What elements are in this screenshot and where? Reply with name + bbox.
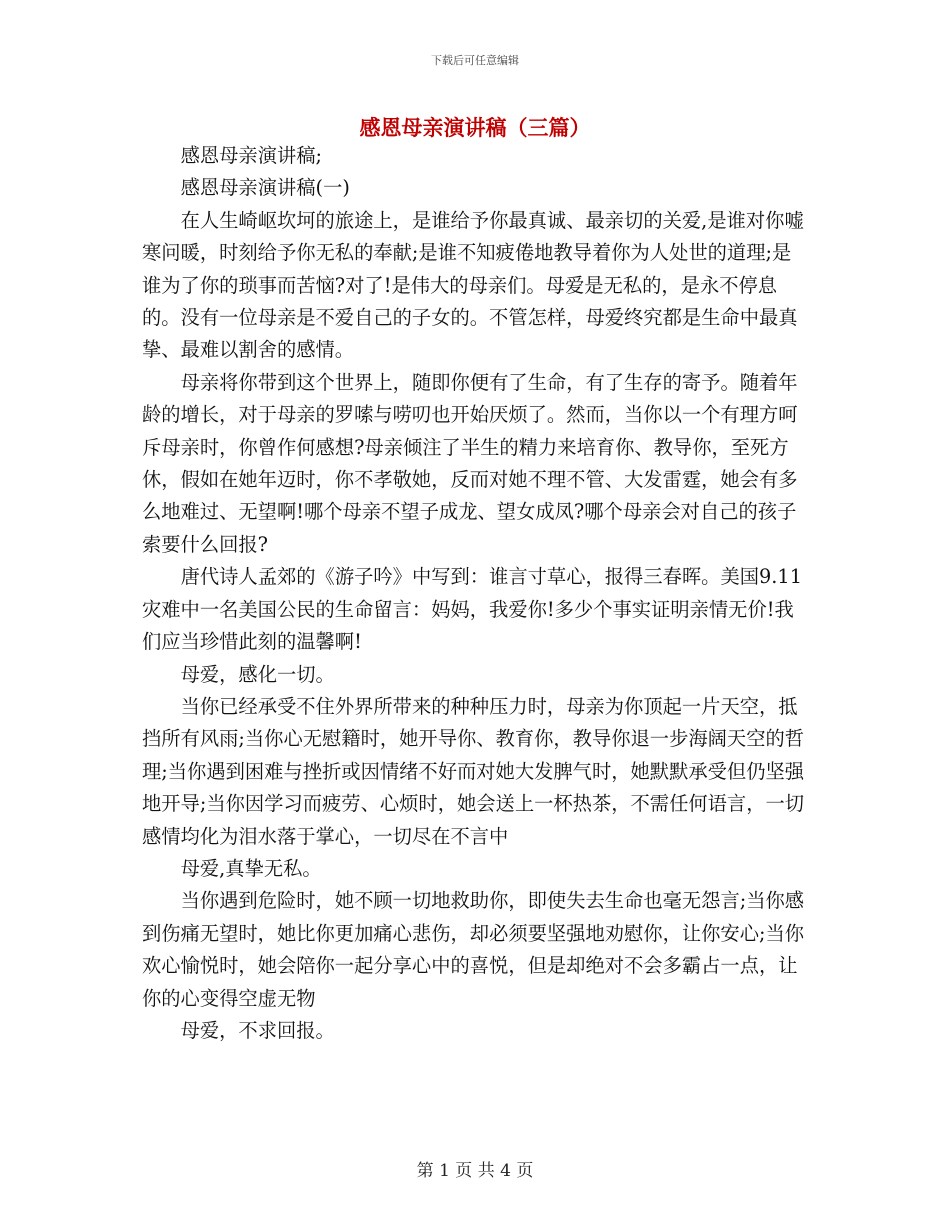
document-title: 感恩母亲演讲稿（三篇）: [359, 116, 591, 140]
paragraph: 母亲将你带到这个世界上，随即你便有了生命，有了生存的寄予。随着年龄的增长，对于母亲的罗嗦与唠叨也开始厌烦了。然而，当你以一个有理方呵斥母亲时，你曾作何感想?母亲倾注了半生的精力来培育你、教导你，至死方休，假如在她年迈时，你不孝敬她，反而对她不理不管、大发雷霆，她会有多么地难过、无望啊!哪个母亲不望子成龙、望女成凤?哪个母亲会对自己的孩子索要什么回报?: [142, 370, 798, 556]
document-body: [142, 140, 808, 1047]
paragraph: 当你已经承受不住外界所带来的种种压力时，母亲为你顶起一片天空，抵挡所有风雨;当你心无慰籍时，她开导你、教育你，教导你退一步海阔天空的哲理;当你遇到困难与挫折或因情绪不好而对她大发脾气时，她默默承受但仍坚强地开导;当你因学习而疲劳、心烦时，她会送上一杯热茶，不需任何语言，一切感情均化为泪水落于掌心，一切尽在不言中: [142, 694, 805, 848]
page-footer: 第 1 页 共 4 页: [416, 1161, 534, 1181]
paragraph: 母爱，不求回报。: [180, 1018, 335, 1042]
paragraph: 在人生崎岖坎坷的旅途上，是谁给予你最真诚、最亲切的关爱,是谁对你嘘寒问暖，时刻给予你无私的奉献;是谁不知疲倦地教导着你为人处世的道理;是谁为了你的琐事而苦恼?对了!是伟大的母亲们。母爱是无私的，是永不停息的。没有一位母亲是不爱自己的子女的。不管怎样，母爱终究都是生命中最真挚、最难以割舍的感情。: [142, 208, 804, 362]
page-header: 下载后可任意编辑: [431, 54, 519, 67]
paragraph: 感恩母亲演讲稿(一): [180, 176, 350, 200]
paragraph: 感恩母亲演讲稿;: [180, 144, 323, 167]
paragraph: 母爱,真挚无私。: [180, 856, 322, 880]
paragraph: 唐代诗人孟郊的《游子吟》中写到：谁言寸草心，报得三春晖。美国9.11灾难中一名美国公民的生命留言：妈妈，我爱你!多少个事实证明亲情无价!我们应当珍惜此刻的温馨啊!: [142, 565, 802, 654]
paragraph: 母爱，感化一切。: [180, 662, 335, 686]
paragraph: 当你遇到危险时，她不顾一切地救助你，即使失去生命也毫无怨言;当你感到伤痛无望时，她比你更加痛心悲伤，却必须要坚强地劝慰你，让你安心;当你欢心愉悦时，她会陪你一起分享心中的喜悦，但是却绝对不会多霸占一点，让你的心变得空虚无物: [142, 889, 805, 1010]
